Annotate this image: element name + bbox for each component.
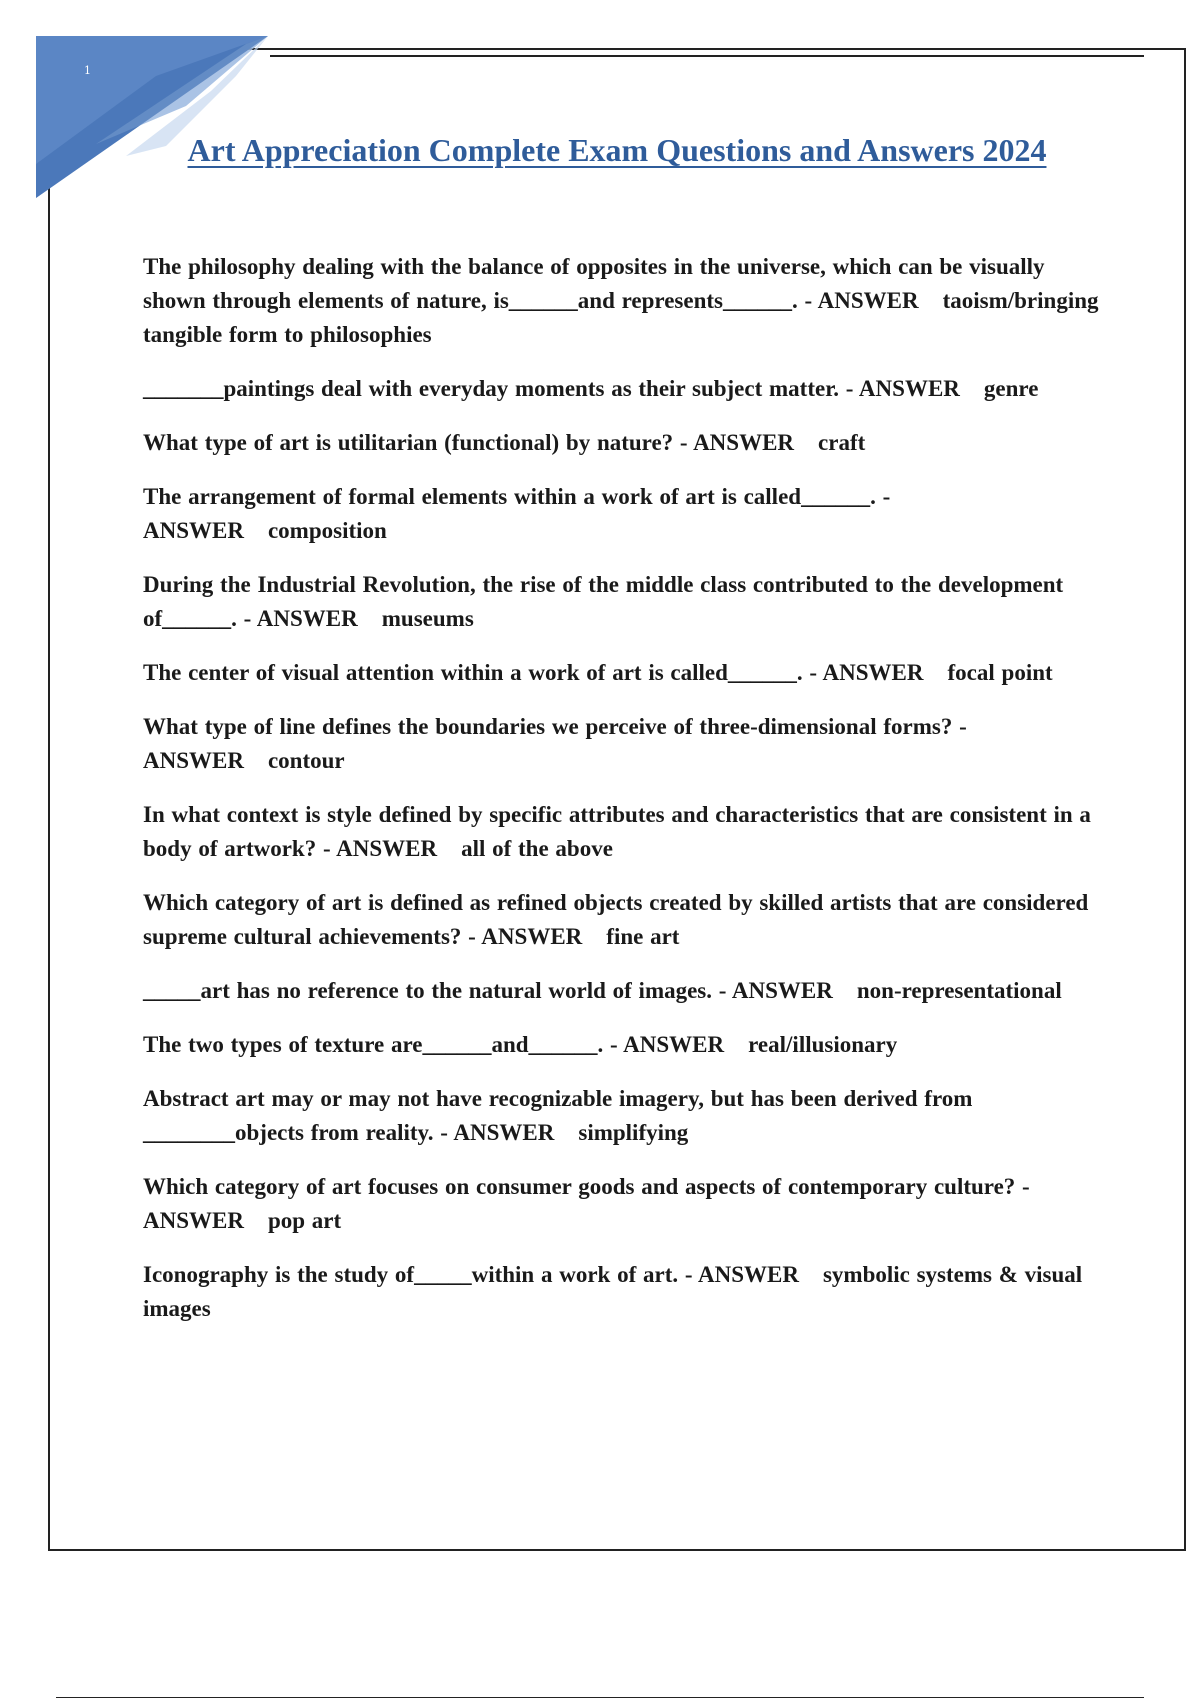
qa-item <box>143 250 1103 352</box>
answer-text: symbolic systems & visual images <box>143 1262 1083 1321</box>
question-text: The arrangement of formal elements within a work of art is called______. - ANSWER <box>143 484 891 543</box>
question-text: The philosophy dealing with the balance of opposites in the universe, which can be visually shown through elements of nature, is______and represents______. - ANSWER <box>143 254 1045 313</box>
answer-text: museums <box>381 606 474 631</box>
qa-item <box>143 974 1103 1008</box>
question-text: What type of art is utilitarian (functional) by nature? - ANSWER <box>143 430 795 455</box>
qa-item <box>143 568 1103 636</box>
qa-item <box>143 798 1103 866</box>
answer-text: real/illusionary <box>748 1032 898 1057</box>
question-text: During the Industrial Revolution, the rise of the middle class contributed to the development of______. - ANSWER <box>143 572 1064 631</box>
qa-item <box>143 480 1103 548</box>
answer-text: taoism/bringing tangible form to philosophies <box>143 288 1099 347</box>
answer-text: fine art <box>606 924 680 949</box>
answer-text: contour <box>267 748 345 773</box>
qa-list <box>143 250 1103 1346</box>
header-rule <box>270 55 1144 57</box>
question-text: _____art has no reference to the natural world of images. - ANSWER <box>143 978 833 1003</box>
corner-decoration <box>36 36 276 198</box>
qa-item <box>143 886 1103 954</box>
answer-text: simplifying <box>578 1120 689 1145</box>
answer-text: focal point <box>947 660 1053 685</box>
answer-text: non-representational <box>856 978 1062 1003</box>
qa-item <box>143 656 1103 690</box>
qa-item <box>143 372 1103 406</box>
qa-item <box>143 426 1103 460</box>
question-text: In what context is style defined by specific attributes and characteristics that are consistent in a body of artwork? - ANSWER <box>143 802 1091 861</box>
question-text: The two types of texture are______and______. - ANSWER <box>143 1032 725 1057</box>
qa-item <box>143 1258 1103 1326</box>
question-text: The center of visual attention within a work of art is called______. - ANSWER <box>143 660 924 685</box>
answer-text: craft <box>818 430 866 455</box>
question-text: Which category of art is defined as refined objects created by skilled artists that are considered supreme cultural achievements? - ANSWER <box>143 890 1089 949</box>
qa-item <box>143 710 1103 778</box>
answer-text: composition <box>267 518 387 543</box>
footer-rule <box>56 1697 1144 1698</box>
answer-text: pop art <box>267 1208 342 1233</box>
qa-item <box>143 1028 1103 1062</box>
question-text: What type of line defines the boundaries we perceive of three-dimensional forms? - ANSWER <box>143 714 967 773</box>
question-text: Which category of art focuses on consumer goods and aspects of contemporary culture? - ANSWER <box>143 1174 1030 1233</box>
document-title-text: Art Appreciation Complete Exam Questions and Answers 2024 <box>187 132 1047 168</box>
page-number: 1 <box>84 64 91 77</box>
question-text: _______paintings deal with everyday moments as their subject matter. - ANSWER <box>143 376 960 401</box>
answer-text: genre <box>983 376 1039 401</box>
question-text: Abstract art may or may not have recognizable imagery, but has been derived from ________objects from reality. - ANSWER <box>143 1086 973 1145</box>
document-title <box>0 132 1200 169</box>
question-text: Iconography is the study of_____within a work of art. - ANSWER <box>143 1262 799 1287</box>
qa-item <box>143 1082 1103 1150</box>
qa-item <box>143 1170 1103 1238</box>
answer-text: all of the above <box>461 836 613 861</box>
